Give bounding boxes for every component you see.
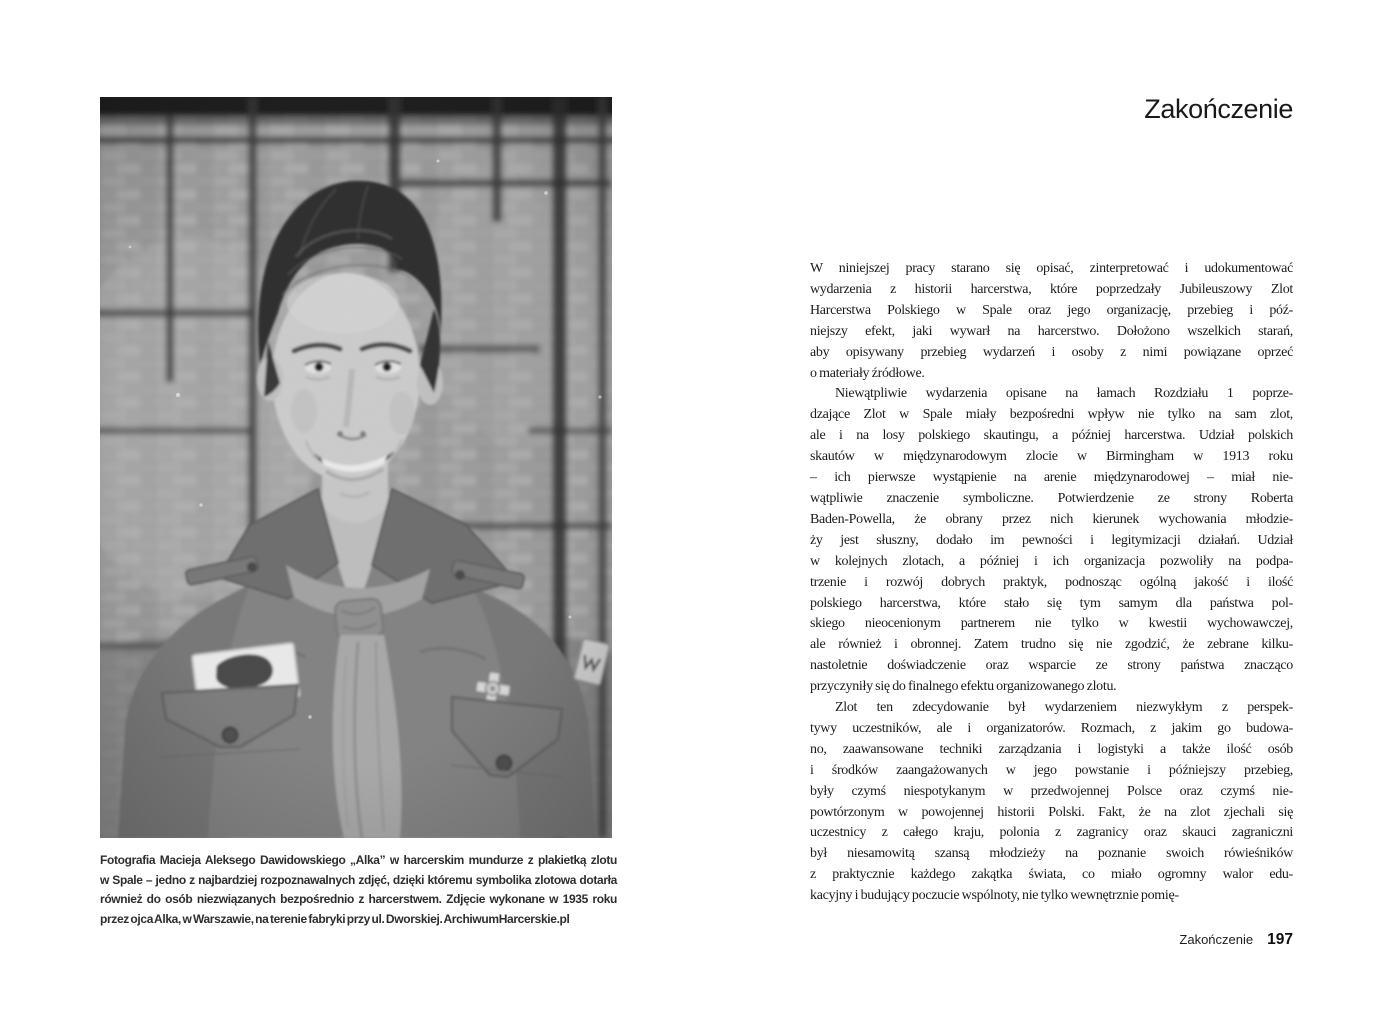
text-line: wydarzenia z historii harcerstwa, które poprzedzały Jubileuszowy Zlot xyxy=(810,281,1293,297)
text-line: o materiały źródłowe. xyxy=(810,365,925,381)
body-paragraph xyxy=(810,698,1293,907)
text-line: tywy uczestników, ale i organizatorów. Rozmach, z jakim go budowa- xyxy=(810,720,1293,736)
text-line: w kolejnych zlotach, a później i ich organizacja pozwoliły na podpa- xyxy=(810,553,1293,569)
text-line: Niewątpliwie wydarzenia opisane na łamach Rozdziału 1 poprze- xyxy=(835,386,1293,402)
text-line: no, zaawansowane techniki zarządzania i logistyki a także ilość osób xyxy=(810,741,1293,757)
text-line: ale również i obronnej. Zatem trudno się nie zgodzić, że zebrane kilku- xyxy=(810,637,1293,653)
text-line: niejszy efekt, jaki wywarł na harcerstwo. Dołożono wszelkich starań, xyxy=(810,323,1293,339)
text-line: Harcerstwa Polskiego w Spale oraz jego organizację, przebieg i póź- xyxy=(810,302,1293,318)
running-footer-label: Zakończenie xyxy=(1179,932,1254,947)
text-line: skautów w międzynarodowym zlocie w Birmingham w 1913 roku xyxy=(810,449,1293,465)
text-line: wątpliwie znaczenie symboliczne. Potwierdzenie ze strony Roberta xyxy=(810,490,1293,506)
text-line: skiego nieocenionym partnerem nie tylko w kwestii wychowawczej, xyxy=(810,616,1293,632)
text-line: Baden-Powella, że obrany przez nich kierunek wychowania młodzie- xyxy=(810,511,1293,527)
chapter-body xyxy=(810,259,1293,907)
text-line: przyczyniły się do finalnego efektu organizowanego zlotu. xyxy=(810,679,1117,695)
text-line: dzające Zlot w Spale miały bezpośredni wpływ nie tylko na sam zlot, xyxy=(810,407,1293,423)
caption-line: przez ojca Alka, w Warszawie, na terenie fabryki przy ul. Dworskiej. ArchiwumHarcerskie.pl xyxy=(100,911,570,926)
text-line: uczestnicy z całego kraju, polonia z zagranicy oraz skauci zagraniczni xyxy=(810,825,1293,841)
text-line: były czymś niespotykanym w przedwojennej Polsce oraz czymś nie- xyxy=(810,783,1293,799)
body-paragraph xyxy=(810,384,1293,698)
photo-caption xyxy=(100,851,617,929)
body-paragraph xyxy=(810,259,1293,384)
text-line: Zlot ten zdecydowanie był wydarzeniem niezwykłym z perspek- xyxy=(835,700,1293,716)
text-line: aby opisywany przebieg wydarzeń i osoby z nimi powiązane oprzeć xyxy=(810,344,1293,360)
text-line: nastoletnie doświadczenie oraz wsparcie ze strony państwa znacząco xyxy=(810,658,1293,674)
caption-line: Fotografia Macieja Aleksego Dawidowskiego „Alka” w harcerskim mundurze z plakietką zlotu xyxy=(100,853,617,867)
text-line: W niniejszej pracy starano się opisać, zinterpretować i udokumentować xyxy=(810,261,1293,276)
text-line: i środków zaangażowanych w jego powstanie i późniejszy przebieg, xyxy=(810,762,1293,778)
text-line: z praktycznie każdego zakątka świata, co miało ogromny walor edu- xyxy=(810,867,1293,883)
page-footer xyxy=(810,931,1293,949)
text-line: powtórzonym w powojennej historii Polski. Fakt, że na zlot zjechali się xyxy=(810,804,1293,820)
portrait-photo-illustration xyxy=(100,97,612,838)
text-line: trzenie i rozwój dobrych praktyk, podnosząc ogólną jakość i ilość xyxy=(810,574,1293,590)
text-line: ale i na losy polskiego skautingu, a później harcerstwa. Udział polskich xyxy=(810,428,1293,444)
text-line: był niesamowitą szansą młodzieży na poznanie swoich rówieśników xyxy=(810,846,1293,862)
text-line: – ich pierwsze wystąpienie na arenie międzynarodowej – miał nie- xyxy=(810,470,1293,486)
caption-line: w Spale – jedno z najbardziej rozpoznawalnych zdjęć, dzięki któremu symbolika zlotowa dotarła xyxy=(100,872,617,887)
text-line: kacyjny i budujący poczucie wspólnoty, nie tylko wewnętrznie pomię- xyxy=(810,888,1179,904)
page-number: 197 xyxy=(1267,931,1293,948)
chapter-title: Zakończenie xyxy=(1144,94,1293,124)
text-line: polskiego harcerstwa, które stało się tym samym dla państwa pol- xyxy=(810,595,1293,611)
text-line: ży jest słuszny, dodało im pewności i legitymizacji działań. Udział xyxy=(810,532,1293,548)
alek-portrait-photo xyxy=(100,97,612,838)
caption-line: również do osób niezwiązanych bezpośrednio z harcerstwem. Zdjęcie wykonane w 1935 roku xyxy=(100,892,617,906)
